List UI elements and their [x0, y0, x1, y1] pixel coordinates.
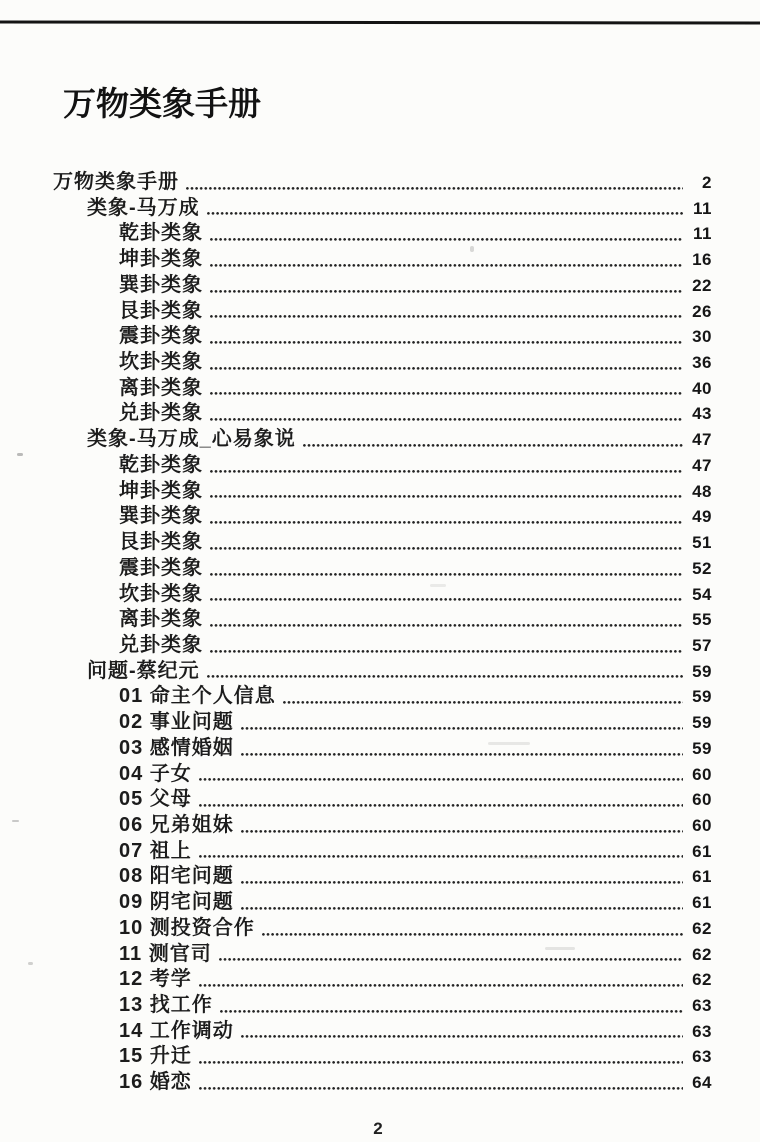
- toc-entry-label: 02 事业问题: [119, 711, 234, 734]
- toc-entry: [53, 1044, 712, 1070]
- toc-entry-label: 万物类象手册: [53, 171, 179, 193]
- toc-entry: [53, 942, 712, 968]
- toc-entry-page-number: 51: [692, 533, 712, 553]
- toc-dot-leader: [199, 1087, 683, 1090]
- toc-entry-page-number: 22: [692, 275, 712, 295]
- toc-dot-leader: [199, 1061, 683, 1064]
- toc-entry: [53, 1019, 712, 1045]
- toc-dot-leader: [210, 315, 683, 318]
- toc-entry: [53, 582, 712, 608]
- toc-entry: [53, 993, 712, 1019]
- toc-entry: [53, 787, 712, 813]
- toc-entry-page-number: 47: [692, 455, 712, 475]
- toc-entry-label: 13 找工作: [119, 994, 213, 1016]
- toc-entry: [53, 762, 712, 788]
- toc-entry-label: 巽卦类象: [119, 505, 203, 528]
- toc-entry-page-number: 60: [692, 790, 712, 810]
- toc-dot-leader: [207, 675, 683, 678]
- toc-dot-leader: [210, 598, 683, 601]
- toc-dot-leader: [241, 907, 683, 910]
- toc-entry-page-number: 11: [693, 198, 712, 218]
- toc-entry-label: 坎卦类象: [119, 351, 203, 374]
- toc-entry-label: 10 测投资合作: [119, 916, 255, 939]
- toc-entry-page-number: 59: [692, 687, 712, 707]
- toc-entry-label: 艮卦类象: [119, 531, 203, 554]
- toc-dot-leader: [241, 753, 683, 756]
- toc-entry: [53, 684, 712, 710]
- toc-dot-leader: [207, 212, 683, 215]
- toc-entry-label: 05 父母: [119, 788, 192, 811]
- toc-dot-leader: [210, 392, 683, 395]
- toc-entry: [53, 376, 712, 402]
- toc-entry-label: 01 命主个人信息: [119, 685, 276, 708]
- toc-entry-page-number: 61: [692, 893, 712, 913]
- toc-entry-page-number: 54: [692, 584, 712, 604]
- toc-entry-page-number: 55: [692, 610, 712, 630]
- toc-entry-page-number: 59: [692, 738, 712, 758]
- toc-entry: [53, 967, 712, 993]
- toc-entry-label: 离卦类象: [119, 376, 203, 399]
- toc-dot-leader: [210, 290, 683, 293]
- toc-entry: [53, 453, 712, 479]
- toc-dot-leader: [210, 624, 683, 627]
- toc-entry: [53, 736, 712, 762]
- footer-page-number: 2: [373, 1119, 383, 1138]
- toc-dot-leader: [220, 1010, 683, 1013]
- toc-entry: [53, 813, 712, 839]
- toc-dot-leader: [241, 727, 683, 730]
- toc-entry: [53, 170, 712, 196]
- toc-entry-page-number: 60: [692, 764, 712, 784]
- toc-entry: [53, 273, 712, 299]
- toc-entry-label: 震卦类象: [119, 556, 203, 579]
- toc-entry-page-number: 47: [692, 430, 712, 450]
- toc-entry: [53, 710, 712, 736]
- toc-entry-page-number: 63: [692, 1021, 712, 1041]
- toc-entry: [53, 839, 712, 865]
- scan-artifact: [12, 820, 19, 822]
- toc-entry: [53, 350, 712, 376]
- toc-dot-leader: [210, 238, 683, 241]
- toc-dot-leader: [210, 264, 683, 267]
- toc-dot-leader: [199, 778, 683, 781]
- toc-entry-page-number: 59: [692, 713, 712, 733]
- toc-entry-page-number: 59: [692, 661, 712, 681]
- toc-dot-leader: [210, 650, 683, 653]
- toc-entry-page-number: 2: [702, 173, 712, 192]
- toc-entry: [53, 607, 712, 633]
- toc-entry-label: 震卦类象: [119, 325, 203, 348]
- toc-entry: [53, 890, 712, 916]
- toc-entry-label: 06 兄弟姐妹: [119, 813, 234, 836]
- toc-entry-page-number: 16: [692, 250, 712, 270]
- toc-entry: [53, 221, 712, 247]
- toc-dot-leader: [210, 495, 683, 498]
- toc-entry-page-number: 49: [692, 507, 712, 527]
- toc-dot-leader: [199, 984, 683, 987]
- toc-entry-label: 15 升迁: [119, 1045, 192, 1068]
- toc-entry-page-number: 63: [692, 1047, 712, 1067]
- toc-entry: [53, 659, 712, 685]
- toc-entry: [53, 196, 712, 222]
- scan-artifact: [28, 962, 33, 965]
- toc-entry-label: 08 阳宅问题: [119, 865, 234, 888]
- toc-entry: [53, 479, 712, 505]
- toc-dot-leader: [199, 855, 683, 858]
- toc-entry-label: 坤卦类象: [119, 479, 203, 502]
- toc-entry-label: 16 婚恋: [119, 1071, 192, 1094]
- toc-entry-page-number: 52: [692, 558, 712, 578]
- toc-entry-label: 12 考学: [119, 968, 192, 991]
- toc-entry: [53, 299, 712, 325]
- scan-edge-line: [0, 20, 760, 24]
- toc-dot-leader: [241, 1035, 683, 1038]
- toc-entry-page-number: 64: [692, 1073, 712, 1093]
- document-title: 万物类象手册: [63, 85, 261, 122]
- toc-entry-page-number: 62: [692, 918, 712, 938]
- toc-entry: [53, 427, 712, 453]
- toc-entry-label: 03 感情婚姻: [119, 736, 234, 759]
- toc-dot-leader: [262, 933, 683, 936]
- table-of-contents: [53, 170, 712, 1096]
- toc-entry: [53, 864, 712, 890]
- toc-entry-label: 坎卦类象: [119, 582, 203, 605]
- toc-entry-label: 坤卦类象: [119, 248, 203, 271]
- toc-entry-page-number: 63: [692, 996, 712, 1015]
- toc-entry-label: 11 测官司: [119, 942, 212, 965]
- toc-entry: [53, 401, 712, 427]
- toc-entry-label: 兑卦类象: [119, 633, 203, 656]
- toc-dot-leader: [210, 573, 683, 576]
- toc-dot-leader: [186, 187, 683, 190]
- toc-entry-label: 兑卦类象: [119, 402, 203, 425]
- toc-entry-label: 问题-蔡纪元: [87, 659, 200, 682]
- toc-entry: [53, 530, 712, 556]
- toc-entry-page-number: 57: [692, 635, 712, 655]
- toc-dot-leader: [210, 521, 683, 524]
- toc-dot-leader: [241, 830, 683, 833]
- toc-entry-page-number: 61: [692, 841, 712, 861]
- toc-entry-label: 07 祖上: [119, 839, 192, 862]
- toc-dot-leader: [210, 470, 683, 473]
- toc-dot-leader: [210, 341, 683, 344]
- toc-entry: [53, 633, 712, 659]
- toc-entry-page-number: 11: [693, 224, 712, 244]
- toc-entry-label: 巽卦类象: [119, 273, 203, 296]
- toc-dot-leader: [303, 444, 683, 447]
- toc-entry: [53, 916, 712, 942]
- toc-entry-page-number: 62: [692, 970, 712, 990]
- toc-entry: [53, 556, 712, 582]
- toc-entry-label: 离卦类象: [119, 608, 203, 631]
- toc-entry-label: 09 阴宅问题: [119, 891, 234, 914]
- toc-entry-page-number: 48: [692, 481, 712, 501]
- toc-entry-page-number: 62: [692, 944, 712, 964]
- toc-entry-page-number: 30: [692, 327, 712, 347]
- toc-entry-page-number: 26: [692, 301, 712, 321]
- toc-entry: [53, 504, 712, 530]
- toc-entry: [53, 324, 712, 350]
- toc-dot-leader: [210, 418, 683, 421]
- toc-dot-leader: [241, 881, 683, 884]
- scan-artifact: [17, 453, 23, 456]
- toc-dot-leader: [210, 547, 683, 550]
- toc-entry: [53, 247, 712, 273]
- toc-entry-label: 乾卦类象: [119, 222, 203, 245]
- toc-entry-label: 14 工作调动: [119, 1019, 234, 1042]
- toc-entry-label: 04 子女: [119, 762, 192, 785]
- toc-entry-page-number: 40: [692, 378, 712, 398]
- toc-dot-leader: [219, 958, 683, 961]
- toc-entry: [53, 1070, 712, 1096]
- toc-entry-page-number: 43: [692, 404, 712, 424]
- toc-entry-page-number: 36: [692, 353, 712, 373]
- toc-dot-leader: [199, 804, 683, 807]
- toc-entry-page-number: 60: [692, 815, 712, 835]
- toc-entry-label: 类象-马万成: [87, 196, 200, 219]
- toc-dot-leader: [210, 367, 683, 370]
- toc-entry-label: 艮卦类象: [119, 299, 203, 322]
- toc-entry-label: 类象-马万成_心易象说: [87, 428, 296, 451]
- toc-entry-page-number: 61: [692, 867, 712, 887]
- toc-dot-leader: [283, 701, 683, 704]
- toc-entry-label: 乾卦类象: [119, 453, 203, 476]
